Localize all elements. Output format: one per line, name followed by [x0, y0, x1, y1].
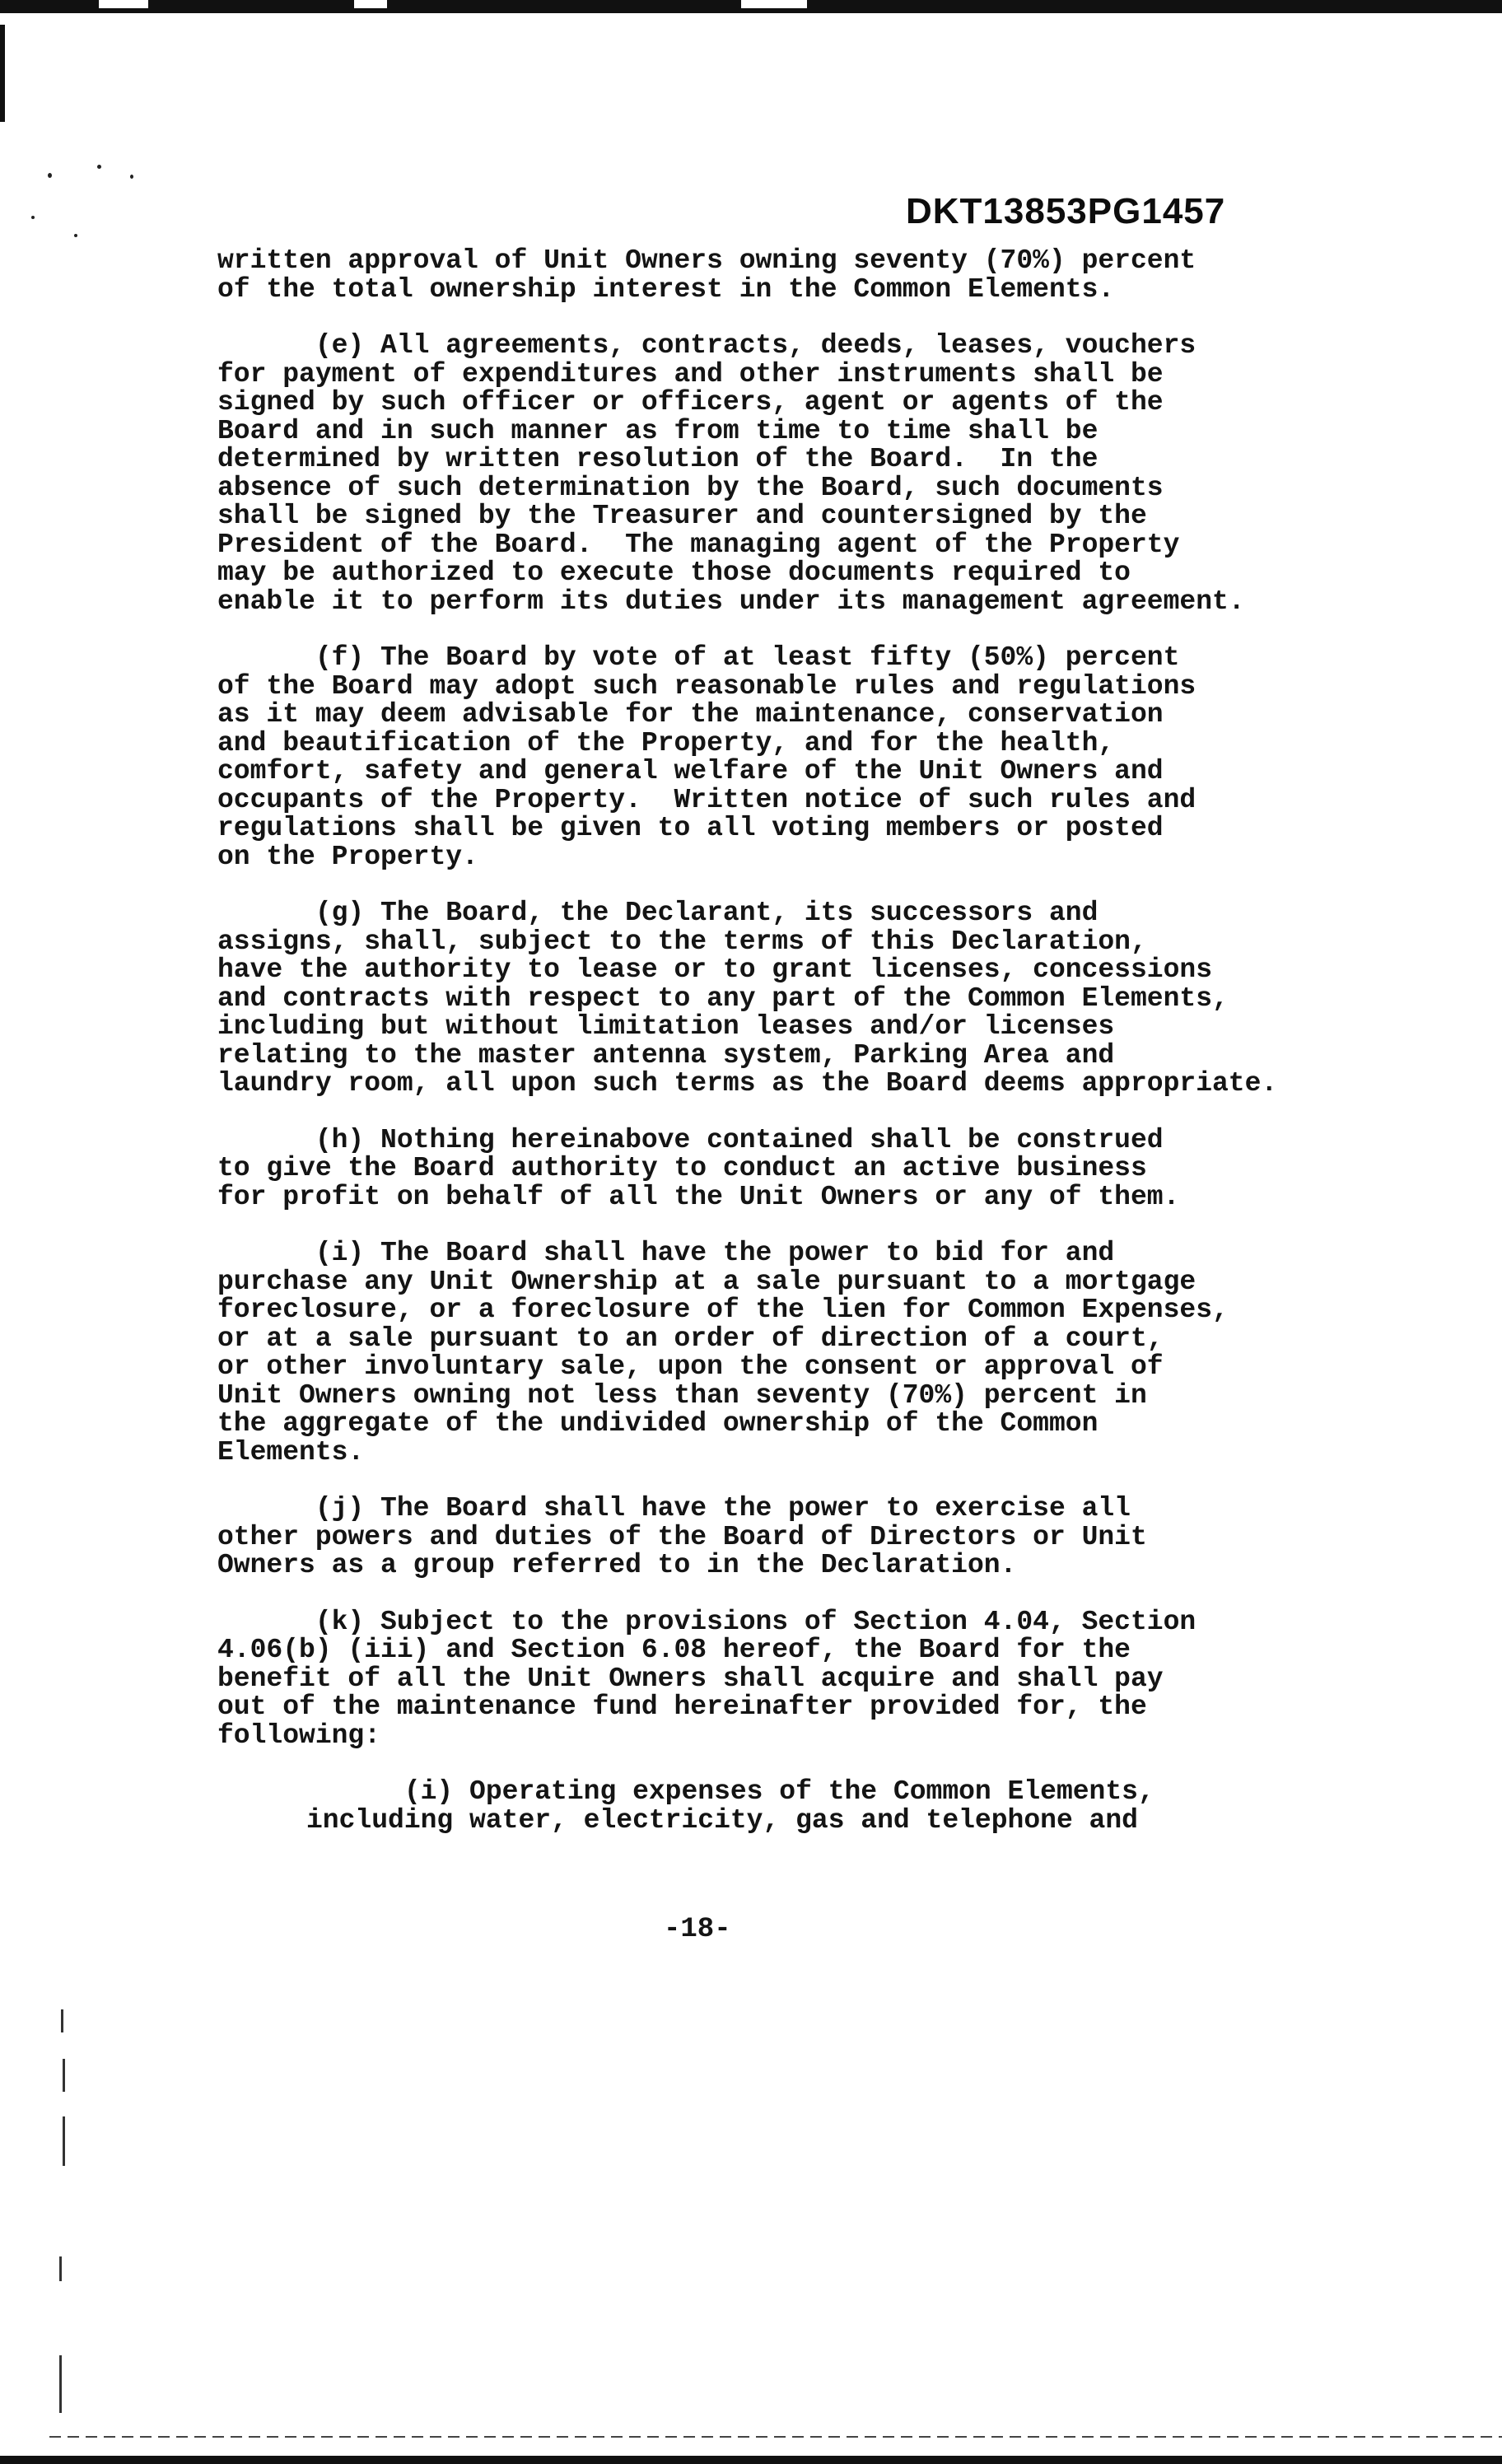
scan-speck — [97, 165, 101, 169]
scan-mark — [63, 2059, 65, 2092]
scan-mark — [59, 2256, 62, 2281]
paragraph-k-i: (i) Operating expenses of the Common Elements, including water, electricity, gas and telephone and — [306, 1776, 1154, 1836]
scan-gap — [354, 0, 387, 8]
scan-bottom-edge — [0, 2456, 1502, 2464]
scan-mark — [59, 2355, 62, 2413]
page-number: -18- — [664, 1914, 731, 1945]
docket-stamp: DKT13853PG1457 — [906, 191, 1226, 231]
scan-bottom-rule — [49, 2436, 1502, 2438]
paragraph-f: (f) The Board by vote of at least fifty (50%) percent of the Board may adopt such reasonable rules and regulations as it may deem advisable for the maintenance, conservation and beautification of the Property, and for the health, comfort, safety and general welfare of the Unit Owners and occupants of the Property. Written notice of such rules and regulations shall be given to all voting members or posted on the Property. — [217, 642, 1196, 872]
scan-mark — [61, 2009, 63, 2032]
scan-left-bar — [0, 25, 5, 122]
scan-speck — [31, 216, 35, 219]
scan-mark — [63, 2116, 65, 2166]
scan-speck — [130, 175, 133, 179]
paragraph-g: (g) The Board, the Declarant, its successors and assigns, shall, subject to the terms of this Declaration, have the authority to lease or to grant licenses, concessions and contracts with respect to any part of the Common Elements, including but without limitation leases and/or licenses relating to the master antenna system, Parking Area and laundry room, all upon such terms as the Board deems appropriate. — [217, 898, 1278, 1099]
paragraph-continuation: written approval of Unit Owners owning seventy (70%) percent of the total ownership interest in the Common Elements. — [217, 245, 1196, 305]
document-body — [217, 247, 1387, 1863]
paragraph-j: (j) The Board shall have the power to exercise all other powers and duties of the Board of Directors or Unit Owners as a group referred to in the Declaration. — [217, 1493, 1147, 1580]
scan-speck — [48, 173, 52, 178]
scan-gap — [741, 0, 807, 8]
paragraph-e: (e) All agreements, contracts, deeds, leases, vouchers for payment of expenditures and other instruments shall be signed by such officer or officers, agent or agents of the Board and in such manner as from time to time shall be determined by written resolution of the Board. In the absence of such determination by the Board, such documents shall be signed by the Treasurer and countersigned by the President of the Board. The managing agent of the Property may be authorized to execute those documents required to enable it to perform its duties under its management agreement. — [217, 330, 1245, 617]
paragraph-k: (k) Subject to the provisions of Section 4.04, Section 4.06(b) (iii) and Section 6.08 hereof, the Board for the benefit of all the Unit Owners shall acquire and shall pay out of the maintenance fund hereinafter provided for, the following: — [217, 1606, 1196, 1751]
paragraph-i: (i) The Board shall have the power to bid for and purchase any Unit Ownership at a sale pursuant to a mortgage foreclosure, or a foreclosure of the lien for Common Expenses, or at a sale pursuant to an order of direction of a court, or other involuntary sale, upon the consent or approval of Unit Owners owning not less than seventy (70%) percent in the aggregate of the undivided ownership of the Common Elements. — [217, 1238, 1229, 1468]
paragraph-h: (h) Nothing hereinabove contained shall be construed to give the Board authority to conduct an active business for profit on behalf of all the Unit Owners or any of them. — [217, 1124, 1180, 1212]
scan-speck — [74, 234, 77, 237]
scan-gap — [99, 0, 148, 8]
